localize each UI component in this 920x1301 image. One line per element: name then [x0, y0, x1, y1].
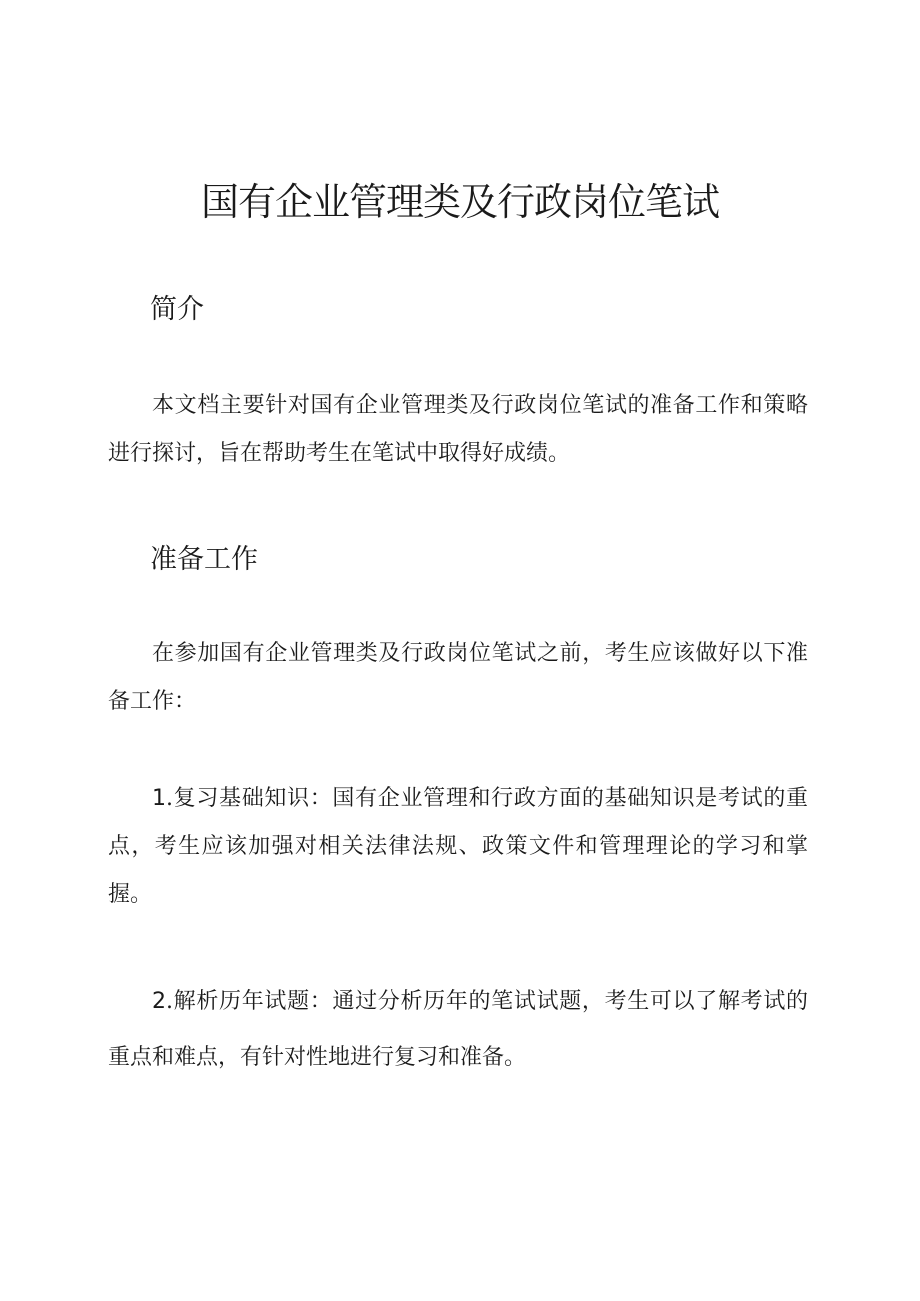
list-item-1	[108, 775, 808, 919]
list-item-2-number: 2	[152, 989, 166, 1014]
list-item-1-number: 1	[152, 786, 166, 811]
intro-paragraph: 本文档主要针对国有企业管理类及行政岗位笔试的准备工作和策略进行探讨，旨在帮助考生在笔试中取得好成绩。	[108, 393, 808, 466]
document-title: 国有企业管理类及行政岗位笔试	[200, 180, 719, 224]
list-item-1-text: .复习基础知识：国有企业管理和行政方面的基础知识是考试的重点，考生应该加强对相关法律法规、政策文件和管理理论的学习和掌握。	[108, 786, 808, 907]
section-heading-preparation: 准备工作	[150, 544, 258, 575]
list-item-2	[108, 974, 808, 1086]
preparation-paragraph: 在参加国有企业管理类及行政岗位笔试之前，考生应该做好以下准备工作：	[108, 641, 808, 714]
section-heading-intro: 简介	[150, 294, 204, 325]
list-item-2-text: .解析历年试题：通过分析历年的笔试试题，考生可以了解考试的重点和难点，有针对性地进行复习和准备。	[108, 989, 808, 1070]
